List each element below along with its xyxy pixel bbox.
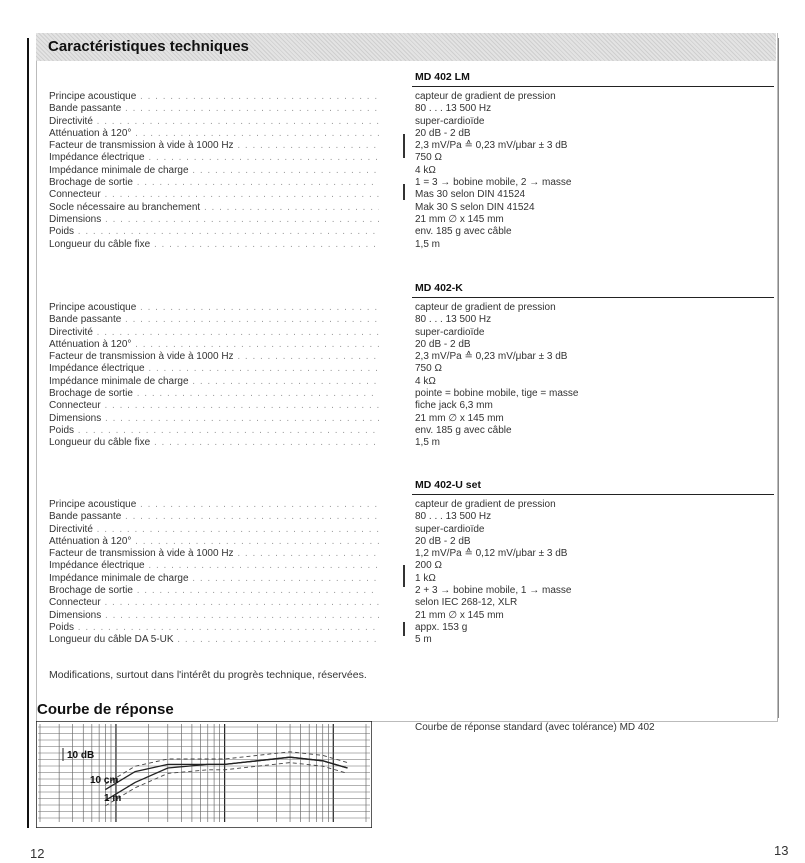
- spec-value: 80 . . . 13 500 Hz: [415, 511, 492, 523]
- spec-label: Dimensions . . .: [49, 214, 379, 226]
- spec-row: [49, 536, 774, 548]
- spec-value: selon IEC 268-12, XLR: [415, 597, 518, 609]
- response-title: Courbe de réponse: [37, 701, 174, 718]
- model-title-u: MD 402-U set: [415, 479, 481, 491]
- spec-label: Connecteur . . .: [49, 400, 379, 412]
- spec-value: super-cardioïde: [415, 326, 485, 338]
- spec-label: Longueur du câble fixe . . .: [49, 437, 379, 449]
- spec-label: Directivité . . .: [49, 116, 379, 128]
- spec-label: Directivité . . .: [49, 327, 379, 339]
- spec-label: Poids . . .: [49, 226, 379, 238]
- curve-label-10cm: 10 cm: [90, 775, 119, 786]
- spec-row: [49, 560, 774, 572]
- spec-label: Principe acoustique . . .: [49, 302, 379, 314]
- margin-bracket: [403, 134, 405, 158]
- spec-value: 2,3 mV/Pa ≙ 0,23 mV/μbar ± 3 dB: [415, 351, 568, 363]
- spec-label: Impédance électrique . . .: [49, 152, 379, 164]
- page-title: Caractéristiques techniques: [48, 38, 249, 55]
- section-rule: [412, 494, 774, 495]
- spec-row: [49, 91, 774, 103]
- section-rule: [412, 86, 774, 87]
- spec-value: 2,3 mV/Pa ≙ 0,23 mV/μbar ± 3 dB: [415, 140, 568, 152]
- section-rule: [412, 297, 774, 298]
- spec-row: [49, 511, 774, 523]
- spec-value: 1,5 m: [415, 238, 441, 250]
- spec-value: 20 dB - 2 dB: [415, 127, 471, 139]
- spec-label: Directivité . . .: [49, 524, 379, 536]
- response-caption: Courbe de réponse standard (avec tolérance) MD 402: [415, 722, 655, 733]
- spec-value: 5 m: [415, 634, 432, 646]
- spec-value: Mas 30 selon DIN 41524: [415, 189, 526, 201]
- spec-row: [49, 103, 774, 115]
- spec-label: Bande passante . . .: [49, 103, 379, 115]
- spec-label: Impédance minimale de charge . . .: [49, 573, 379, 585]
- spec-row: [49, 548, 774, 560]
- spec-value: env. 185 g avec câble: [415, 226, 512, 238]
- curve-label-1m: 1 m: [104, 793, 122, 804]
- margin-bracket: [403, 622, 405, 636]
- response-chart: [36, 721, 372, 828]
- spec-value: 1 = 3 → bobine mobile, 2 → masse: [415, 177, 572, 189]
- spec-label: Bande passante . . .: [49, 511, 379, 523]
- spec-row: [49, 128, 774, 140]
- spec-table-u: [49, 499, 774, 647]
- spec-row: [49, 351, 774, 363]
- spec-row: [49, 437, 774, 449]
- spec-value: fiche jack 6,3 mm: [415, 400, 493, 412]
- spec-row: [49, 116, 774, 128]
- margin-bracket: [403, 565, 405, 587]
- spec-row: [49, 622, 774, 634]
- right-margin-rule: [778, 38, 779, 718]
- page-number-right: 13: [774, 843, 789, 858]
- spec-label: Dimensions . . .: [49, 413, 379, 425]
- spec-row: [49, 585, 774, 597]
- spec-label: Impédance électrique . . .: [49, 363, 379, 375]
- spec-value: 20 dB - 2 dB: [415, 338, 471, 350]
- spec-row: [49, 202, 774, 214]
- spec-table-k: [49, 302, 774, 450]
- scale-label: 10 dB: [67, 750, 95, 761]
- spec-row: [49, 573, 774, 585]
- chart-frame: [36, 721, 372, 828]
- spec-label: Facteur de transmission à vide à 1000 Hz . . .: [49, 548, 379, 560]
- spec-label: Dimensions . . .: [49, 610, 379, 622]
- model-title-k: MD 402-K: [415, 282, 463, 294]
- spec-value: 750 Ω: [415, 363, 442, 375]
- spec-row: [49, 177, 774, 189]
- spec-label: Brochage de sortie . . .: [49, 585, 379, 597]
- spec-value: 21 mm ∅ x 145 mm: [415, 609, 504, 621]
- spec-row: [49, 363, 774, 375]
- spec-label: Socle nécessaire au branchement . . .: [49, 202, 379, 214]
- spec-label: Facteur de transmission à vide à 1000 Hz . . .: [49, 140, 379, 152]
- spec-value: capteur de gradient de pression: [415, 91, 556, 102]
- model-title-lm: MD 402 LM: [415, 71, 470, 83]
- spec-label: Atténuation à 120° . . .: [49, 128, 379, 140]
- spec-row: [49, 239, 774, 251]
- spec-row: [49, 152, 774, 164]
- spec-row: [49, 597, 774, 609]
- spec-value: capteur de gradient de pression: [415, 499, 556, 510]
- spec-row: [49, 499, 774, 511]
- spec-row: [49, 388, 774, 400]
- spec-label: Impédance électrique . . .: [49, 560, 379, 572]
- spec-label: Principe acoustique . . .: [49, 91, 379, 103]
- spec-value: 200 Ω: [415, 560, 442, 572]
- left-margin-rule: [27, 38, 29, 828]
- spec-value: 20 dB - 2 dB: [415, 535, 471, 547]
- spec-label: Impédance minimale de charge . . .: [49, 165, 379, 177]
- spec-row: [49, 327, 774, 339]
- spec-label: Brochage de sortie . . .: [49, 177, 379, 189]
- spec-value: 1,2 mV/Pa ≙ 0,12 mV/μbar ± 3 dB: [415, 548, 568, 560]
- spec-label: Connecteur . . .: [49, 189, 379, 201]
- spec-label: Facteur de transmission à vide à 1000 Hz . . .: [49, 351, 379, 363]
- spec-label: Principe acoustique . . .: [49, 499, 379, 511]
- spec-row: [49, 214, 774, 226]
- spec-label: Impédance minimale de charge . . .: [49, 376, 379, 388]
- spec-value: 1 kΩ: [415, 572, 436, 584]
- spec-value: appx. 153 g: [415, 621, 468, 633]
- spec-value: 80 . . . 13 500 Hz: [415, 314, 492, 326]
- margin-bracket: [403, 184, 405, 200]
- spec-row: [49, 302, 774, 314]
- spec-label: Longueur du câble fixe . . .: [49, 239, 379, 251]
- spec-table-lm: [49, 91, 774, 251]
- page-number-left: 12: [30, 846, 45, 861]
- spec-value: env. 185 g avec câble: [415, 424, 512, 436]
- spec-label: Longueur du câble DA 5-UK . . .: [49, 634, 379, 646]
- spec-label: Brochage de sortie . . .: [49, 388, 379, 400]
- spec-row: [49, 226, 774, 238]
- spec-row: [49, 339, 774, 351]
- spec-value: 21 mm ∅ x 145 mm: [415, 412, 504, 424]
- spec-row: [49, 425, 774, 437]
- spec-value: 2 + 3 → bobine mobile, 1 → masse: [415, 585, 572, 597]
- spec-value: capteur de gradient de pression: [415, 302, 556, 313]
- spec-row: [49, 140, 774, 152]
- spec-value: 4 kΩ: [415, 164, 436, 176]
- spec-label: Atténuation à 120° . . .: [49, 536, 379, 548]
- spec-row: [49, 400, 774, 412]
- spec-value: 4 kΩ: [415, 375, 436, 387]
- spec-value: pointe = bobine mobile, tige = masse: [415, 388, 579, 400]
- spec-row: [49, 524, 774, 536]
- spec-label: Bande passante . . .: [49, 314, 379, 326]
- spec-row: [49, 189, 774, 201]
- spec-label: Poids . . .: [49, 425, 379, 437]
- spec-value: 1,5 m: [415, 437, 441, 449]
- spec-value: 80 . . . 13 500 Hz: [415, 103, 492, 115]
- spec-row: [49, 314, 774, 326]
- modification-note: Modifications, surtout dans l'intérêt du progrès technique, réservées.: [49, 669, 367, 681]
- spec-label: Atténuation à 120° . . .: [49, 339, 379, 351]
- spec-value: Mak 30 S selon DIN 41524: [415, 201, 535, 213]
- spec-row: [49, 610, 774, 622]
- spec-value: super-cardioïde: [415, 115, 485, 127]
- spec-value: 750 Ω: [415, 152, 442, 164]
- spec-row: [49, 413, 774, 425]
- spec-row: [49, 165, 774, 177]
- spec-value: 21 mm ∅ x 145 mm: [415, 213, 504, 225]
- spec-value: super-cardioïde: [415, 523, 485, 535]
- spec-row: [49, 634, 774, 646]
- spec-row: [49, 376, 774, 388]
- spec-label: Connecteur . . .: [49, 597, 379, 609]
- spec-label: Poids . . .: [49, 622, 379, 634]
